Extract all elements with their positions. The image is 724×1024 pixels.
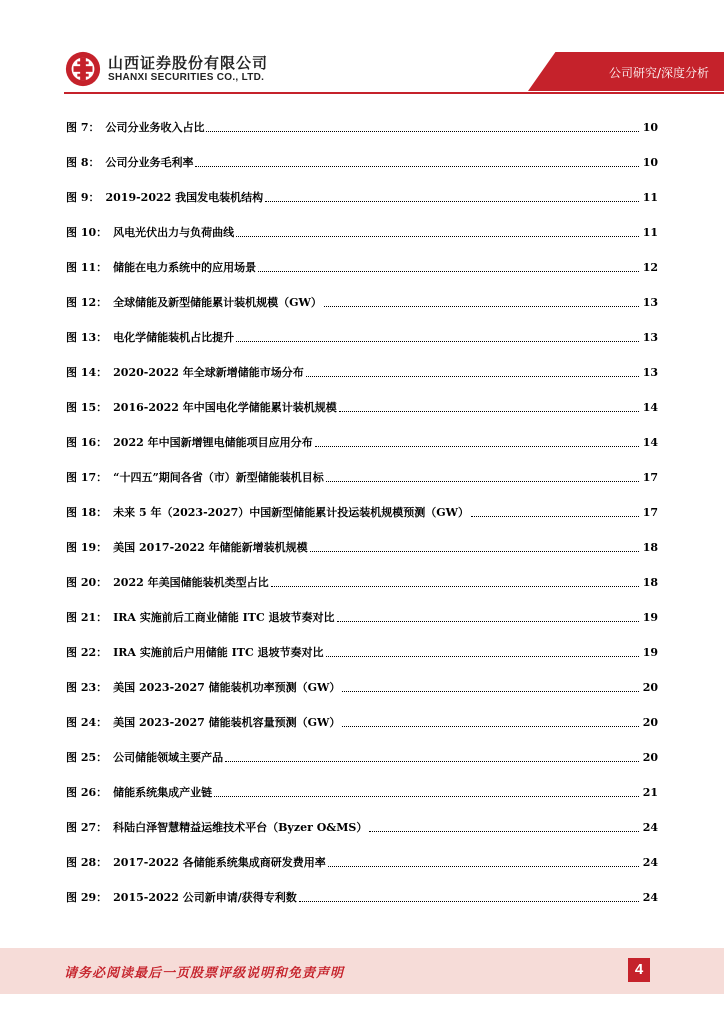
toc-figure-title: “十四五”期间各省（市）新型储能装机目标 [113,470,324,484]
toc-page-number: 13 [642,295,658,309]
toc-page-number: 17 [642,505,658,519]
toc-figure-number: 图 25： [66,750,108,764]
toc-figure-number: 图 10： [66,225,108,239]
toc-figure-title: 公司储能领域主要产品 [113,750,224,764]
toc-leader-dots [337,620,639,622]
toc-figure-number: 图 18： [66,505,108,519]
toc-entry[interactable] [66,845,658,880]
toc-figure-title: 美国 2023-2027 储能装机功率预测（GW） [113,680,341,694]
toc-figure-number: 图 8： [66,155,100,169]
toc-figure-title: 储能在电力系统中的应用场景 [113,260,257,274]
toc-entry[interactable] [66,460,658,495]
toc-figure-number: 图 27： [66,820,108,834]
toc-entry[interactable] [66,285,658,320]
toc-entry[interactable] [66,180,658,215]
toc-leader-dots [324,305,639,307]
toc-figure-number: 图 9： [66,190,100,204]
toc-figure-number: 图 17： [66,470,108,484]
toc-entry[interactable] [66,425,658,460]
toc-page-number: 20 [642,750,658,764]
toc-figure-title: 公司分业务收入占比 [105,120,205,134]
toc-figure-title: 储能系统集成产业链 [113,785,213,799]
toc-figure-title: 2019-2022 我国发电装机结构 [105,190,264,204]
toc-entry[interactable] [66,740,658,775]
toc-figure-number: 图 21： [66,610,108,624]
toc-entry[interactable] [66,355,658,390]
toc-page-number: 20 [642,715,658,729]
toc-entry[interactable] [66,390,658,425]
toc-figure-number: 图 20： [66,575,108,589]
toc-page-number: 11 [642,190,658,204]
toc-entry[interactable] [66,250,658,285]
toc-page-number: 24 [642,855,658,869]
toc-leader-dots [306,375,639,377]
toc-leader-dots [225,760,639,762]
toc-entry[interactable] [66,145,658,180]
toc-leader-dots [326,655,639,657]
toc-leader-dots [271,585,639,587]
toc-leader-dots [315,445,639,447]
toc-leader-dots [339,410,639,412]
toc-page-number: 12 [642,260,658,274]
toc-entry[interactable] [66,635,658,670]
toc-figure-title: 2022 年中国新增锂电储能项目应用分布 [113,435,313,449]
toc-figure-number: 图 19： [66,540,108,554]
toc-page-number: 11 [642,225,658,239]
toc-page-number: 20 [642,680,658,694]
toc-leader-dots [236,235,639,237]
toc-page-number: 14 [642,400,658,414]
toc-figure-title: 未来 5 年（2023-2027）中国新型储能累计投运装机规模预测（GW） [113,505,469,519]
toc-leader-dots [310,550,639,552]
company-logo-icon [64,50,102,88]
toc-entry[interactable] [66,600,658,635]
toc-page-number: 19 [642,610,658,624]
toc-leader-dots [265,200,639,202]
toc-page-number: 13 [642,365,658,379]
disclaimer-link[interactable]: 请务必阅读最后一页股票评级说明和免责声明 [64,966,345,981]
toc-leader-dots [258,270,639,272]
toc-figure-title: 风电光伏出力与负荷曲线 [113,225,235,239]
toc-page-number: 14 [642,435,658,449]
toc-page-number: 24 [642,820,658,834]
toc-figure-title: 公司分业务毛利率 [105,155,194,169]
header-divider [64,92,724,94]
toc-leader-dots [471,515,639,517]
section-banner-label: 公司研究/深度分析 [608,66,709,80]
page-number: 4 [628,958,650,982]
toc-figure-number: 图 14： [66,365,108,379]
toc-entry[interactable] [66,565,658,600]
toc-entry[interactable] [66,320,658,355]
toc-page-number: 10 [642,120,658,134]
toc-figure-title: IRA 实施前后户用储能 ITC 退坡节奏对比 [113,645,324,659]
toc-leader-dots [342,725,638,727]
toc-page-number: 19 [642,645,658,659]
toc-figure-title: 2015-2022 公司新申请/获得专利数 [113,890,297,904]
toc-entry[interactable] [66,495,658,530]
toc-figure-title: 2017-2022 各储能系统集成商研发费用率 [113,855,326,869]
toc-leader-dots [214,795,639,797]
toc-figure-title: 电化学储能装机占比提升 [113,330,235,344]
toc-leader-dots [328,865,639,867]
toc-entry[interactable] [66,215,658,250]
toc-figure-title: 美国 2017-2022 年储能新增装机规模 [113,540,308,554]
toc-figure-number: 图 7： [66,120,100,134]
toc-leader-dots [236,340,639,342]
figure-list [66,110,658,915]
toc-figure-number: 图 24： [66,715,108,729]
toc-page-number: 21 [642,785,658,799]
toc-leader-dots [195,165,638,167]
toc-figure-title: 2016-2022 年中国电化学储能累计装机规模 [113,400,337,414]
toc-entry[interactable] [66,810,658,845]
toc-leader-dots [299,900,639,902]
toc-entry[interactable] [66,110,658,145]
toc-entry[interactable] [66,530,658,565]
toc-entry[interactable] [66,775,658,810]
toc-page-number: 13 [642,330,658,344]
company-name-en: SHANXI SECURITIES CO., LTD. [108,72,265,83]
toc-page-number: 18 [642,575,658,589]
toc-page-number: 10 [642,155,658,169]
toc-figure-title: 2022 年美国储能装机类型占比 [113,575,269,589]
toc-page-number: 24 [642,890,658,904]
toc-entry[interactable] [66,880,658,915]
toc-leader-dots [206,130,638,132]
toc-figure-number: 图 12： [66,295,108,309]
toc-figure-number: 图 23： [66,680,108,694]
toc-leader-dots [369,830,638,832]
company-name-cn: 山西证券股份有限公司 [108,54,269,72]
toc-figure-number: 图 11： [66,260,108,274]
toc-figure-number: 图 22： [66,645,108,659]
toc-figure-number: 图 16： [66,435,108,449]
toc-figure-title: 2020-2022 年全球新增储能市场分布 [113,365,304,379]
toc-figure-title: 全球储能及新型储能累计装机规模（GW） [113,295,322,309]
toc-figure-number: 图 28： [66,855,108,869]
toc-figure-title: 科陆白泽智慧精益运维技术平台（Byzer O&MS） [113,820,368,834]
toc-figure-number: 图 26： [66,785,108,799]
toc-figure-title: IRA 实施前后工商业储能 ITC 退坡节奏对比 [113,610,335,624]
toc-figure-title: 美国 2023-2027 储能装机容量预测（GW） [113,715,341,729]
toc-page-number: 17 [642,470,658,484]
toc-figure-number: 图 13： [66,330,108,344]
toc-entry[interactable] [66,705,658,740]
toc-figure-number: 图 29： [66,890,108,904]
toc-page-number: 18 [642,540,658,554]
toc-figure-number: 图 15： [66,400,108,414]
toc-leader-dots [326,480,639,482]
page-header [0,0,724,100]
toc-leader-dots [342,690,638,692]
toc-entry[interactable] [66,670,658,705]
